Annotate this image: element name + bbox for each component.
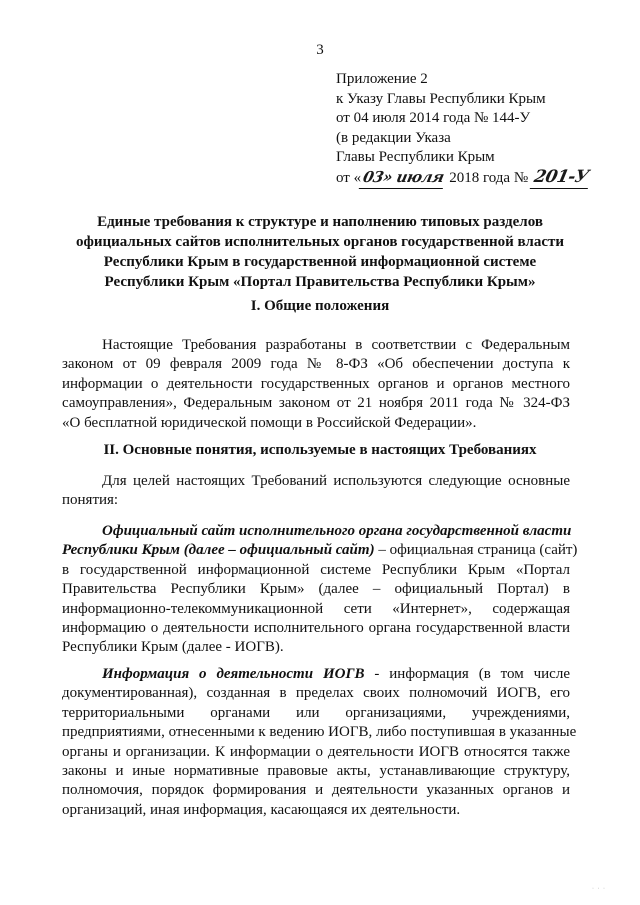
definition-text: – официальная страница (сайт)	[374, 542, 578, 559]
paragraph-general	[62, 336, 570, 433]
definition-term: Официальный сайт исполнительного органа государственной власти	[102, 523, 572, 539]
paragraph-line: «О бесплатной юридической помощи в Российской Федерации».	[62, 414, 477, 431]
paragraph-line: предприятиями, отнесенными к ведению ИОГВ, либо поступившая в указанные	[62, 724, 577, 741]
date-prefix: от «	[336, 169, 362, 186]
definition-text: - информация (в том числе	[364, 666, 570, 682]
appendix-line: (в редакции Указа	[336, 129, 451, 146]
paragraph-line: Настоящие Требования разработаны в соответствии с Федеральным	[102, 337, 570, 353]
paragraph-line: организаций, иная информация, касающаяся их деятельности.	[62, 801, 461, 818]
paragraph-line: понятия:	[62, 492, 119, 509]
date-middle: 2018 года №	[445, 169, 532, 186]
title-line: Республики Крым «Портал Правительства Республики Крым»	[104, 274, 536, 290]
paragraph-line: Правительства Республики Крым» (далее – официальный Портал) в	[62, 581, 570, 598]
definition-term-line	[62, 522, 570, 541]
paragraph-line: территориальными органами или организациями, учреждениями,	[62, 704, 570, 721]
title-line: Единые требования к структуре и наполнению типовых разделов	[97, 214, 543, 230]
paragraph-intro	[62, 472, 570, 511]
paragraph-line: законы и иные нормативные правовые акты, устанавливающие структуру,	[62, 763, 570, 780]
paragraph-line: полномочия, порядок формирования и деятельности указанных органов и	[62, 782, 570, 799]
paragraph-line: Для целей настоящих Требований используются следующие основные	[102, 473, 570, 489]
appendix-line: от 04 июля 2014 года № 144-У	[336, 110, 531, 126]
appendix-line: Главы Республики Крым	[336, 149, 495, 165]
definition-term-line	[62, 541, 578, 560]
appendix-line: к Указу Главы Республики Крым	[336, 90, 546, 107]
handwritten-number: 201-У	[530, 168, 592, 189]
scan-artifact-dots: · · ·	[592, 886, 606, 892]
paragraph-line: документированная), созданная в пределах своих полномочий ИОГВ, его	[62, 685, 570, 702]
paragraph-line: в государственной информационной системе Республики Крым «Портал	[62, 561, 570, 578]
appendix-line: Приложение 2	[336, 71, 428, 87]
paragraph-line: информацию о деятельности исполнительного органа государственной власти	[62, 620, 570, 637]
definition-term-line	[62, 665, 570, 684]
section-heading-general: I. Общие положения	[250, 298, 390, 314]
definition-official-site	[62, 522, 578, 658]
handwritten-date: 03» июля	[359, 168, 448, 189]
paragraph-line: информационно-телекоммуникационной сети «Интернет», содержащая	[62, 600, 570, 617]
section-heading-concepts: II. Основные понятия, используемые в настоящих Требованиях	[103, 442, 537, 458]
paragraph-line: информации о деятельности государственных органов и органов местного	[62, 375, 570, 392]
paragraph-line: законом от 09 февраля 2009 года № 8-ФЗ «Об обеспечении доступа к	[62, 356, 570, 373]
definition-iogv-information	[62, 665, 577, 820]
page-number: 3	[316, 42, 324, 58]
definition-term: Информация о деятельности ИОГВ	[102, 666, 365, 682]
paragraph-line: самоуправления», Федеральным законом от 21 ноября 2011 года № 324-ФЗ	[62, 395, 570, 412]
definition-term: Республики Крым (далее – официальный сайт)	[62, 542, 375, 559]
appendix-block	[336, 70, 590, 188]
title-line: Республики Крым в государственной информационной системе	[103, 254, 537, 270]
paragraph-line: Республики Крым (далее - ИОГВ).	[62, 639, 284, 656]
document-title	[70, 212, 570, 292]
title-line: официальных сайтов исполнительных органов государственной власти	[75, 234, 565, 250]
paragraph-line: органы и организации. К информации о деятельности ИОГВ относятся также	[62, 743, 570, 760]
appendix-date-line	[336, 168, 590, 189]
